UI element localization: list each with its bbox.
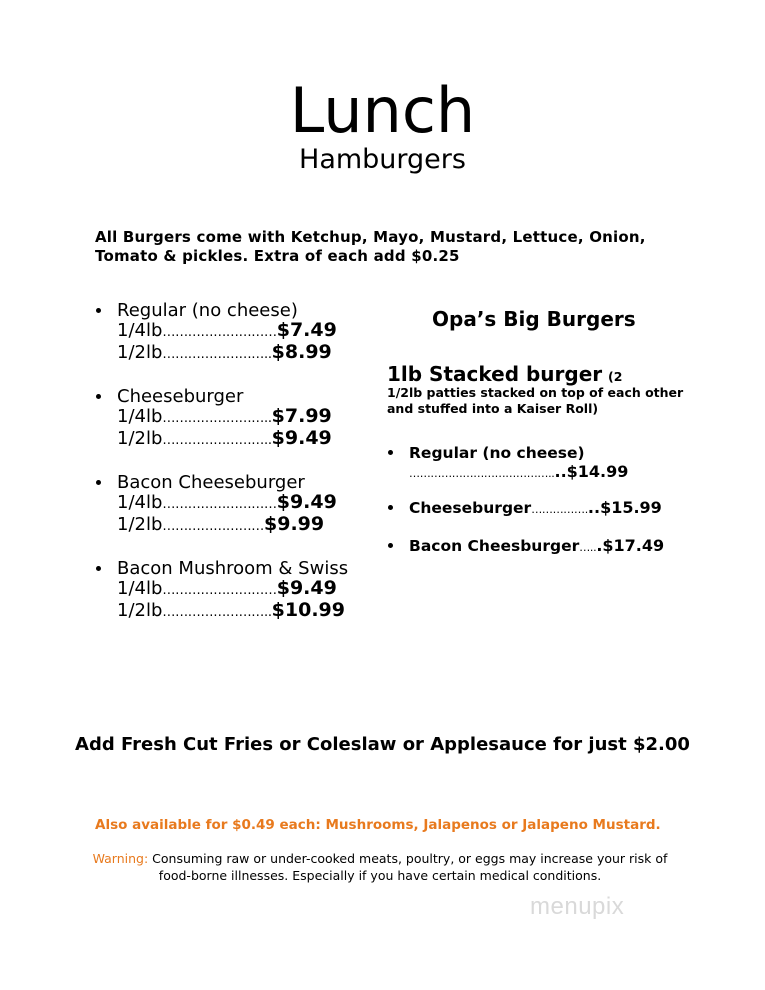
bullet-icon — [388, 450, 393, 455]
price-line: 1/4lb………………………$7.49 — [117, 319, 337, 341]
big-burgers-heading: Opa’s Big Burgers — [432, 307, 636, 331]
item-name: Bacon Cheeseburger — [117, 472, 305, 493]
bullet-icon — [96, 394, 101, 399]
price-line: 1/2lb……………………..$10.99 — [117, 599, 345, 621]
stacked-burger-note: (2 1/2lb patties stacked on top of each other and stuffed into a Kaiser Roll) — [387, 369, 684, 416]
page-title: Lunch — [289, 74, 476, 147]
price: $9.49 — [271, 427, 332, 449]
price: $9.99 — [264, 513, 325, 535]
sides-addon-note: Add Fresh Cut Fries or Coleslaw or Applesauce for just $2.00 — [75, 734, 690, 755]
bullet-icon — [96, 566, 101, 571]
price-line: 1/4lb………………………$9.49 — [117, 577, 337, 599]
item-line: Cheeseburger……………...$15.99 — [409, 498, 662, 517]
price: ..$15.99 — [587, 498, 662, 517]
bullet-icon — [388, 543, 393, 548]
price-line: 1/2lb……………………..$8.99 — [117, 341, 332, 363]
bullet-icon — [96, 480, 101, 485]
section-subtitle: Hamburgers — [299, 144, 466, 175]
price-line: 1/2lb……………………..$9.49 — [117, 427, 332, 449]
price: $10.99 — [271, 599, 345, 621]
also-available-note: Also available for $0.49 each: Mushrooms, Jalapenos or Jalapeno Mustard. — [95, 817, 661, 833]
item-name: Regular (no cheese) — [409, 444, 585, 462]
item-name: Bacon Mushroom & Swiss — [117, 558, 349, 579]
watermark-logo: menupix — [530, 893, 625, 920]
stacked-burger-title: 1lb Stacked burger — [387, 362, 603, 386]
burger-toppings-note: All Burgers come with Ketchup, Mayo, Mustard, Lettuce, Onion, Tomato & pickles. Extra of each add $0.25 — [95, 228, 646, 265]
item-name: Cheeseburger — [117, 386, 244, 407]
price: ..$14.99 — [554, 462, 629, 481]
bullet-icon — [388, 505, 393, 510]
price: $7.49 — [276, 319, 337, 341]
health-warning — [80, 850, 680, 884]
price-line: …………………………………....$14.99 — [409, 462, 629, 481]
item-line: Bacon Cheesburger…...$17.49 — [409, 536, 665, 555]
price-line: 1/4lb……………………..$7.99 — [117, 405, 332, 427]
price: $7.99 — [271, 405, 332, 427]
price: $9.49 — [276, 491, 337, 513]
price-line: 1/2lb……………………$9.99 — [117, 513, 325, 535]
price-line: 1/4lb………………………$9.49 — [117, 491, 337, 513]
item-name: Regular (no cheese) — [117, 300, 298, 321]
bullet-icon — [96, 308, 101, 313]
price: .$17.49 — [596, 536, 665, 555]
warning-label: Warning: — [92, 851, 149, 866]
warning-text: Consuming raw or under-cooked meats, poultry, or eggs may increase your risk of food-borne illnesses. Especially if you have certain medical conditions. — [152, 851, 668, 883]
price: $9.49 — [276, 577, 337, 599]
price: $8.99 — [271, 341, 332, 363]
